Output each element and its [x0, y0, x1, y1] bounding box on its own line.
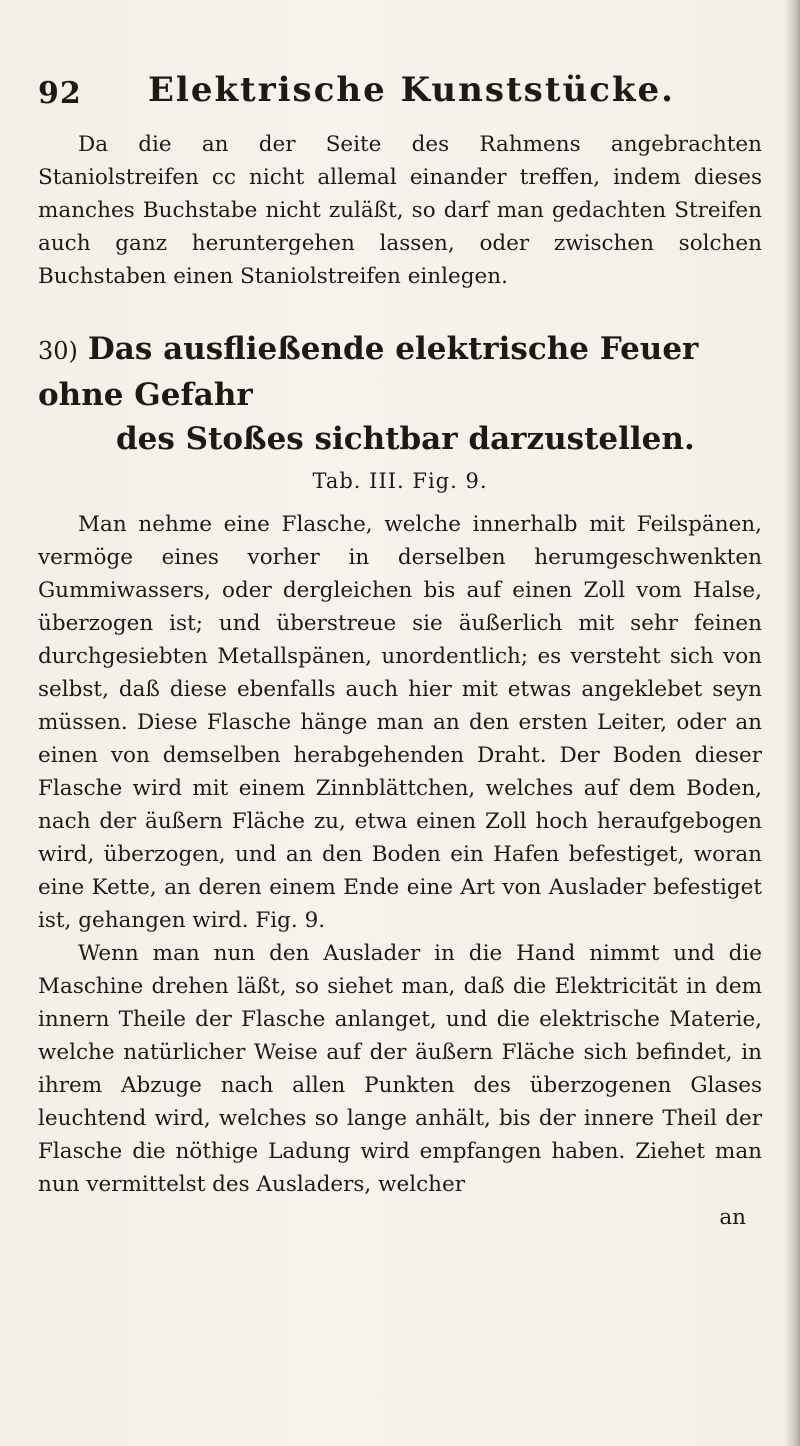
section-number: 30)	[38, 337, 78, 365]
body-text	[38, 128, 762, 1234]
paragraph-auslader: Wenn man nun den Auslader in die Hand nimmt und die Maschine drehen läßt, so siehet man, daß die Elektricität in dem innern Theile der Flasche anlanget, und die elektrische Materie, welche natürlicher Weise auf der äußern Fläche sich befindet, in ihrem Abzuge nach allen Punkten des überzogenen Glases leuchtend wird, welches so lange anhält, bis der innere Theil der Flasche die nöthige Ladung wird empfangen haben. Ziehet man nun vermittelst des Ausladers, welcher	[38, 941, 762, 1197]
running-head	[38, 70, 738, 120]
figure-reference: Tab. III. Fig. 9.	[312, 469, 488, 493]
page-edge-shadow	[784, 0, 800, 1446]
section-heading	[38, 327, 762, 461]
page-number: 92	[38, 76, 82, 111]
paragraph-staniol: Da die an der Seite des Rahmens angebrachten Staniolstreifen cc nicht allemal einander treffen, indem dieses manches Buchstabe nicht zuläßt, so darf man gedachten Streifen auch ganz heruntergehen lassen, oder zwischen solchen Buchstaben einen Staniolstreifen einlegen.	[38, 132, 762, 289]
section-title-line-2: des Stoßes sichtbar darzustellen.	[116, 421, 695, 457]
section-title-line-1: Das ausfließende elektrische Feuer ohne Gefahr	[38, 331, 699, 413]
catchword: an	[719, 1205, 746, 1230]
running-title: Elektrische Kunststücke.	[148, 70, 675, 110]
paragraph-flasche: Man nehme eine Flasche, welche innerhalb mit Feilspänen, vermöge eines vorher in derselben herumgeschwenkten Gummiwassers, oder dergleichen bis auf einen Zoll vom Halse, überzogen ist; und überstreue sie äußerlich mit sehr feinen durchgesiebten Metallspänen, unordentlich; es versteht sich von selbst, daß diese ebenfalls auch hier mit etwas angeklebet seyn müssen. Diese Flasche hänge man an den ersten Leiter, oder an einen von demselben herabgehenden Draht. Der Boden dieser Flasche wird mit einem Zinnblättchen, welches auf dem Boden, nach der äußern Fläche zu, etwa einen Zoll hoch heraufgebogen wird, überzogen, und an den Boden ein Hafen befestiget, woran eine Kette, an deren einem Ende eine Art von Auslader befestiget ist, gehangen wird. Fig. 9.	[38, 512, 762, 933]
